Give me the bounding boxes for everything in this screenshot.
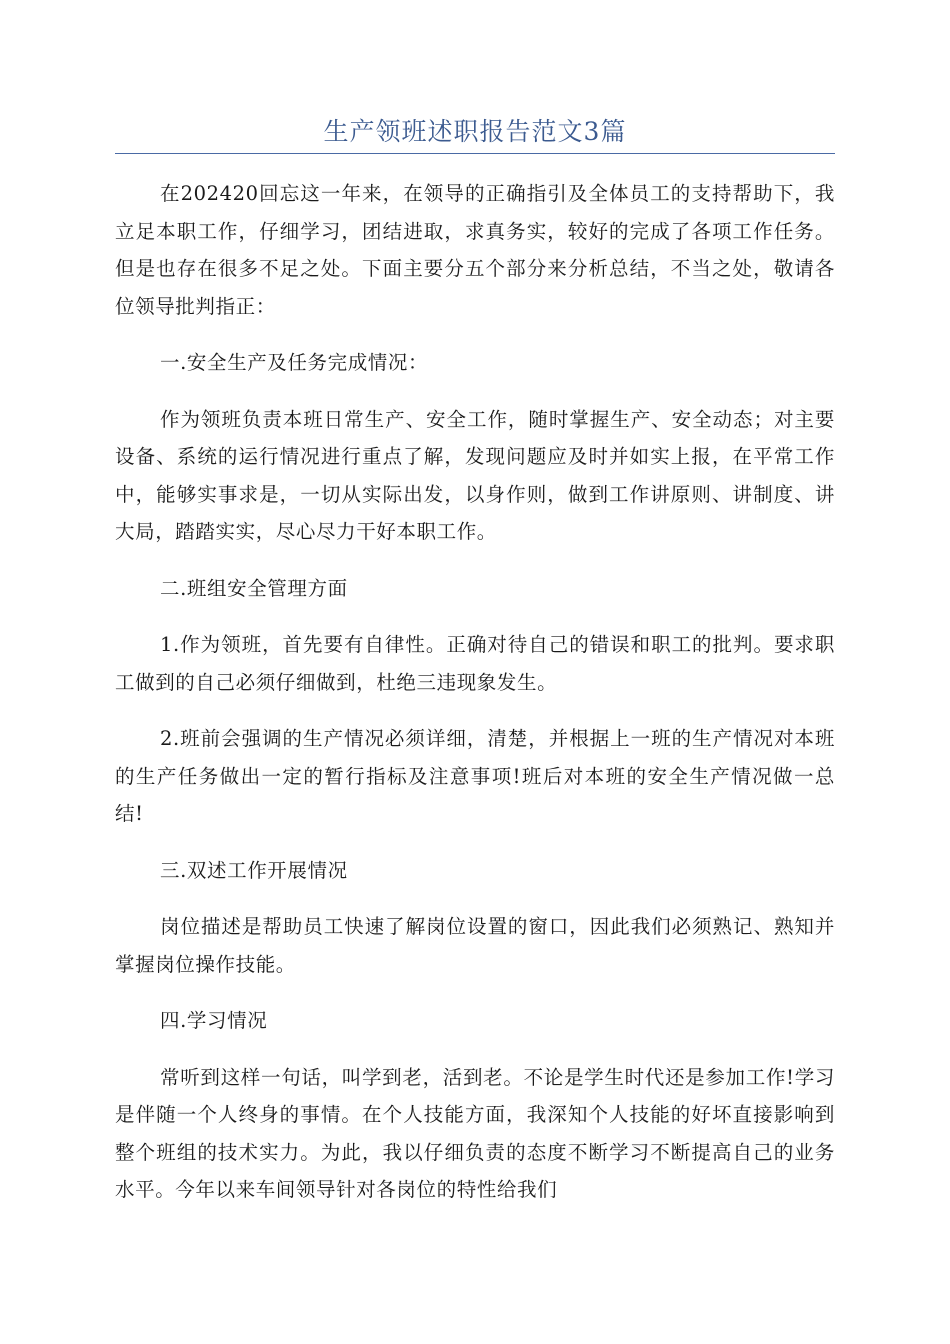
team-safety-item-1: 1.作为领班，首先要有自律性。正确对待自己的错误和职工的批判。要求职工做到的自己必须仔细做到，杜绝三违现象发生。: [115, 633, 835, 694]
section-heading-safety-production: 一.安全生产及任务完成情况：: [160, 351, 429, 374]
intro-paragraph: 在202420回忘这一年来，在领导的正确指引及全体员工的支持帮助下，我立足本职工作，仔细学习，团结进取，求真务实，较好的完成了各项工作任务。但是也存在很多不足之处。下面主要分五个部分来分析总结，不当之处，敬请各位领导批判指正：: [115, 182, 835, 318]
dual-description-paragraph: 岗位描述是帮助员工快速了解岗位设置的窗口，因此我们必须熟记、熟知并掌握岗位操作技能。: [115, 915, 835, 976]
document-title: 生产领班述职报告范文3篇: [323, 117, 627, 146]
section-heading-learning: 四.学习情况: [160, 1009, 268, 1032]
safety-production-paragraph: 作为领班负责本班日常生产、安全工作，随时掌握生产、安全动态；对主要设备、系统的运行情况进行重点了解，发现问题应及时并如实上报，在平常工作中，能够实事求是，一切从实际出发，以身作则，做到工作讲原则、讲制度、讲大局，踏踏实实，尽心尽力干好本职工作。: [115, 407, 835, 543]
section-heading-dual-description: 三.双述工作开展情况: [160, 858, 348, 882]
team-safety-item-2: 2.班前会强调的生产情况必须详细，清楚，并根据上一班的生产情况对本班的生产任务做出一定的暂行指标及注意事项!班后对本班的安全生产情况做一总结!: [115, 727, 835, 825]
document-body: [115, 175, 835, 1228]
title-underline: [115, 153, 835, 154]
section-heading-team-safety: 二.班组安全管理方面: [160, 576, 348, 600]
learning-paragraph: 常听到这样一句话，叫学到老，活到老。不论是学生时代还是参加工作!学习是伴随一个人终身的事情。在个人技能方面，我深知个人技能的好坏直接影响到整个班组的技术实力。为此，我以仔细负责的态度不断学习不断提高自己的业务水平。今年以来车间领导针对各岗位的特性给我们: [115, 1065, 835, 1201]
